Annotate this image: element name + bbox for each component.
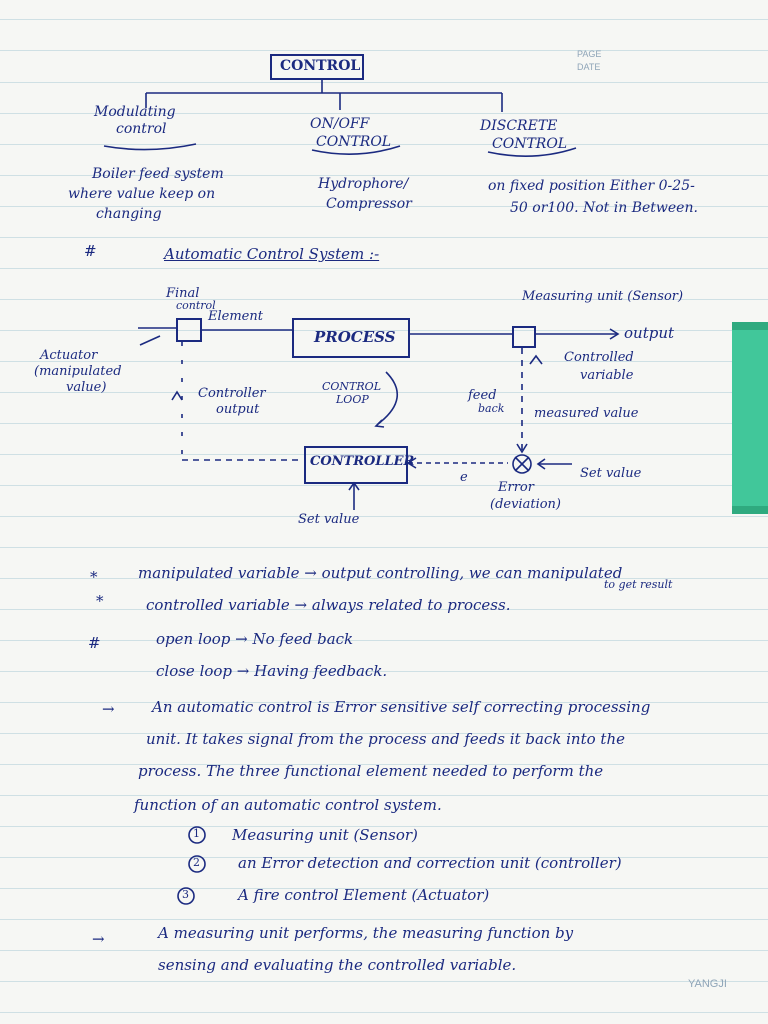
branch-2-desc-2: Compressor [326, 196, 412, 212]
controller-output-2: output [216, 402, 260, 417]
control-loop-1: CONTROL [322, 380, 382, 393]
set-value-right: Set value [580, 466, 642, 481]
item-2-num: 2 [193, 856, 200, 869]
paragraph-line-1: An automatic control is Error sensitive self correcting processing [152, 698, 651, 716]
paragraph-line-2: unit. It takes signal from the process and feeds it back into the [146, 730, 625, 748]
item-2-text: an Error detection and correction unit (controller) [238, 854, 622, 872]
final-control-label-3: Element [208, 309, 263, 324]
control-root-label: CONTROL [280, 58, 361, 74]
controller-label: CONTROLLER [310, 454, 415, 469]
branch-1-title-1: Modulating [94, 104, 176, 120]
note-1-bullet: * [90, 568, 98, 586]
last-note-line-1: A measuring unit performs, the measuring function by [158, 924, 574, 942]
set-value-bottom: Set value [298, 512, 360, 527]
branch-2-title-1: ON/OFF [310, 116, 370, 132]
branch-1-title-2: control [116, 121, 167, 137]
branch-3-desc-1: on fixed position Either 0-25- [488, 178, 695, 194]
branch-1-desc-3: changing [96, 206, 162, 222]
measured-value-label: measured value [534, 406, 639, 421]
control-loop-2: LOOP [336, 393, 369, 406]
branch-3-title-1: DISCRETE [480, 118, 558, 134]
section-heading: Automatic Control System :- [164, 245, 380, 263]
item-3-num: 3 [182, 888, 189, 901]
actuator-label-2: (manipulated [34, 364, 122, 379]
note-2-text: controlled variable → always related to process. [146, 596, 511, 614]
paragraph-bullet: → [102, 700, 115, 718]
measuring-unit-label: Measuring unit (Sensor) [522, 289, 684, 304]
item-1-num: 1 [193, 827, 200, 840]
actuator-label-3: value) [66, 380, 107, 395]
final-control-element-box [176, 318, 202, 342]
paragraph-line-4: function of an automatic control system. [134, 796, 442, 814]
process-label: PROCESS [314, 328, 396, 346]
note-1-sub: to get result [604, 578, 673, 591]
actuator-label-1: Actuator [40, 348, 98, 363]
controller-output-1: Controller [198, 386, 266, 401]
final-control-label-2: control [176, 299, 216, 312]
section-bullet: # [84, 242, 97, 260]
loops-bullet: # [88, 634, 101, 652]
feedback-2: back [478, 402, 505, 415]
open-loop: open loop → No feed back [156, 630, 354, 648]
paragraph-line-3: process. The three functional element needed to perform the [138, 762, 604, 780]
e-label: e [460, 470, 468, 485]
branch-3-desc-2: 50 or100. Not in Between. [510, 200, 698, 216]
sensor-box [512, 326, 536, 348]
controlled-variable-2: variable [580, 368, 634, 383]
item-3-text: A fire control Element (Actuator) [238, 886, 490, 904]
branch-2-desc-1: Hydrophore/ [318, 176, 409, 192]
last-note-line-2: sensing and evaluating the controlled variable. [158, 956, 517, 974]
note-2-bullet: * [96, 592, 104, 610]
branch-1-desc-2: where value keep on [68, 186, 216, 202]
branch-3-title-2: CONTROL [492, 136, 568, 152]
error-label-2: (deviation) [490, 497, 561, 512]
note-1-text: manipulated variable → output controlling, we can manipulated [138, 564, 623, 582]
page-label: PAGE [577, 49, 602, 59]
last-note-bullet: → [92, 930, 105, 948]
controlled-variable-1: Controlled [564, 350, 634, 365]
branch-2-title-2: CONTROL [316, 134, 392, 150]
error-label-1: Error [498, 480, 534, 495]
close-loop: close loop → Having feedback. [156, 662, 388, 680]
feedback-1: feed [468, 388, 497, 403]
final-control-label-1: Final [166, 286, 200, 301]
item-1-text: Measuring unit (Sensor) [232, 826, 418, 844]
branch-1-desc-1: Boiler feed system [92, 166, 224, 182]
brand-footer: YANGJI [688, 978, 727, 990]
output-label: output [624, 324, 675, 342]
date-label: DATE [577, 62, 601, 72]
